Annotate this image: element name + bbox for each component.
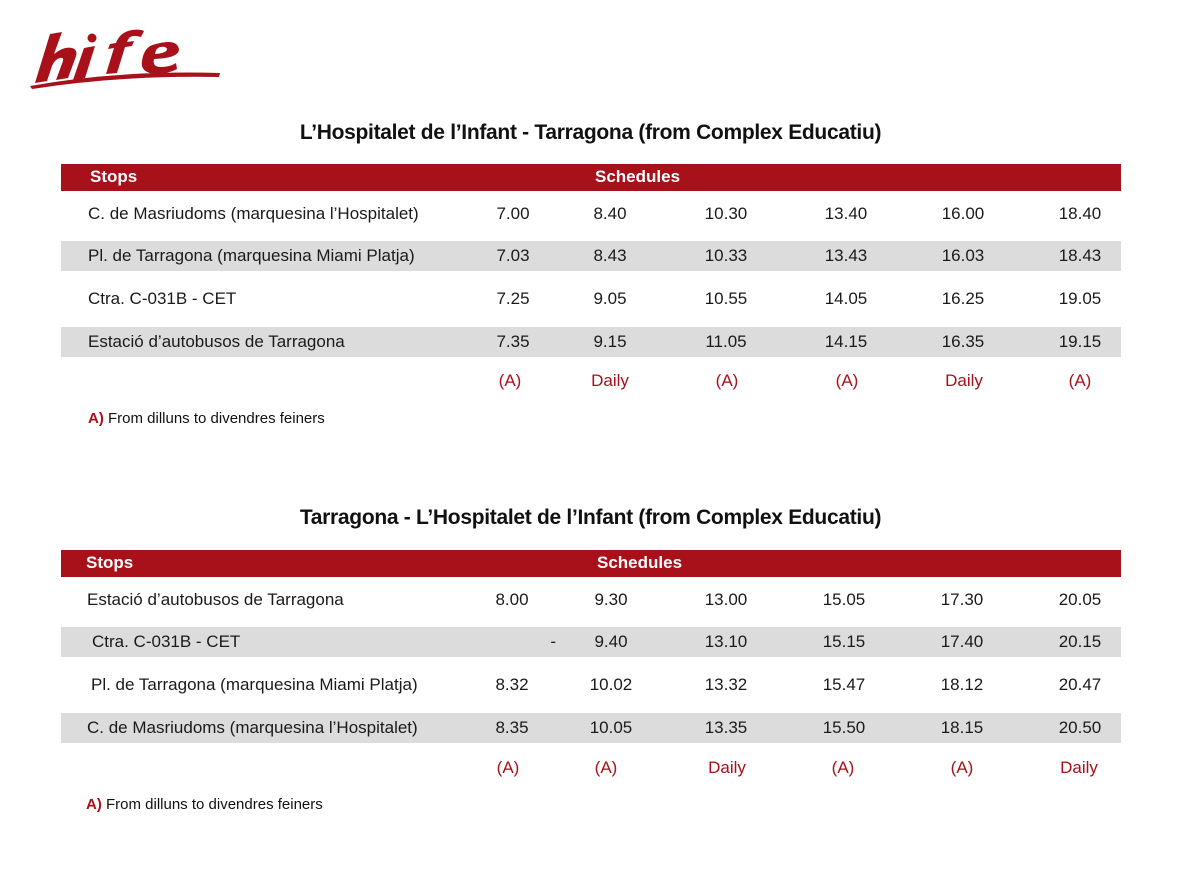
table-row (61, 241, 1121, 271)
time-cell: 18.43 (1058, 246, 1102, 265)
schedule-tag: Daily (591, 371, 629, 390)
time-cell: 13.00 (704, 590, 748, 609)
time-cell: 19.15 (1058, 332, 1102, 351)
stops-header: Stops (86, 553, 134, 572)
time-cell: 10.30 (704, 204, 748, 223)
time-cell: 15.47 (822, 675, 866, 694)
time-cell: 19.05 (1058, 289, 1102, 308)
table-row (61, 627, 1121, 657)
schedule-tag: (A) (498, 371, 522, 390)
time-cell: 10.02 (589, 675, 633, 694)
time-cell: 18.40 (1058, 204, 1102, 223)
schedule-tag: (A) (1068, 371, 1092, 390)
time-cell: 7.03 (496, 246, 530, 265)
time-cell: 18.15 (940, 718, 984, 737)
time-cell: 13.43 (824, 246, 868, 265)
time-cell: 20.47 (1058, 675, 1102, 694)
section-1-title: L’Hospitalet de l’Infant - Tarragona (from Complex Educatiu) (299, 121, 882, 144)
stop-name: Ctra. C-031B - CET (92, 632, 241, 651)
time-cell: 16.35 (941, 332, 985, 351)
time-cell: 14.05 (824, 289, 868, 308)
time-cell: 10.55 (704, 289, 748, 308)
time-cell: 13.32 (704, 675, 748, 694)
time-cell: 13.40 (824, 204, 868, 223)
time-cell: 14.15 (824, 332, 868, 351)
schedule-tag: (A) (496, 758, 520, 777)
time-cell: 20.05 (1058, 590, 1102, 609)
schedule-tag: (A) (950, 758, 974, 777)
time-cell: 8.43 (593, 246, 627, 265)
time-cell: 8.00 (495, 590, 529, 609)
table-row (61, 199, 1121, 229)
table-row (61, 585, 1121, 615)
hife-logo (28, 26, 223, 92)
time-cell: 9.40 (594, 632, 628, 651)
table-row (61, 670, 1121, 700)
time-cell: 10.33 (704, 246, 748, 265)
time-cell: 7.35 (496, 332, 530, 351)
time-cell: 13.35 (704, 718, 748, 737)
time-cell: 15.05 (822, 590, 866, 609)
footnote-key: A) (88, 410, 104, 427)
time-cell: 8.32 (495, 675, 529, 694)
time-cell: 9.05 (593, 289, 627, 308)
schedule-tag: (A) (831, 758, 855, 777)
time-cell: - (550, 632, 556, 651)
time-cell: 20.15 (1058, 632, 1102, 651)
table-row (61, 713, 1121, 743)
stop-name: C. de Masriudoms (marquesina l’Hospitalet) (88, 204, 419, 223)
time-cell: 17.40 (940, 632, 984, 651)
time-cell: 7.00 (496, 204, 530, 223)
time-cell: 9.15 (593, 332, 627, 351)
stop-name: Pl. de Tarragona (marquesina Miami Platja) (88, 246, 415, 265)
schedules-header: Schedules (595, 167, 681, 186)
schedule-tag: Daily (1060, 758, 1098, 777)
schedule-tag: (A) (715, 371, 739, 390)
section-2-header (61, 550, 1121, 577)
table-row (61, 327, 1121, 357)
time-cell: 7.25 (496, 289, 530, 308)
stop-name: C. de Masriudoms (marquesina l’Hospitalet) (87, 718, 418, 737)
stop-name: Ctra. C-031B - CET (88, 289, 237, 308)
section-2-title: Tarragona - L’Hospitalet de l’Infant (from Complex Educatiu) (299, 506, 882, 529)
footnote-text: From dilluns to divendres feiners (106, 796, 323, 813)
footnote (86, 796, 323, 813)
time-cell: 17.30 (940, 590, 984, 609)
time-cell: 10.05 (589, 718, 633, 737)
time-cell: 18.12 (940, 675, 984, 694)
time-cell: 13.10 (704, 632, 748, 651)
stop-name: Pl. de Tarragona (marquesina Miami Platja) (91, 675, 418, 694)
schedule-tag: (A) (594, 758, 618, 777)
stops-header: Stops (90, 167, 138, 186)
stop-name: Estació d’autobusos de Tarragona (88, 332, 345, 351)
schedules-header: Schedules (597, 553, 683, 572)
time-cell: 11.05 (705, 332, 747, 351)
time-cell: 9.30 (594, 590, 628, 609)
time-cell: 16.03 (941, 246, 985, 265)
time-cell: 8.40 (593, 204, 627, 223)
time-cell: 8.35 (495, 718, 529, 737)
time-cell: 20.50 (1058, 718, 1102, 737)
schedule-tag: Daily (945, 371, 983, 390)
time-cell: 16.00 (941, 204, 985, 223)
footnote-text: From dilluns to divendres feiners (108, 410, 325, 427)
time-cell: 15.50 (822, 718, 866, 737)
time-cell: 15.15 (822, 632, 866, 651)
table-row (61, 284, 1121, 314)
stop-name: Estació d’autobusos de Tarragona (87, 590, 344, 609)
time-cell: 16.25 (941, 289, 985, 308)
section-1-header (61, 164, 1121, 191)
footnote (88, 410, 325, 427)
schedule-tag: (A) (835, 371, 859, 390)
schedule-tag: Daily (708, 758, 746, 777)
footnote-key: A) (86, 796, 102, 813)
